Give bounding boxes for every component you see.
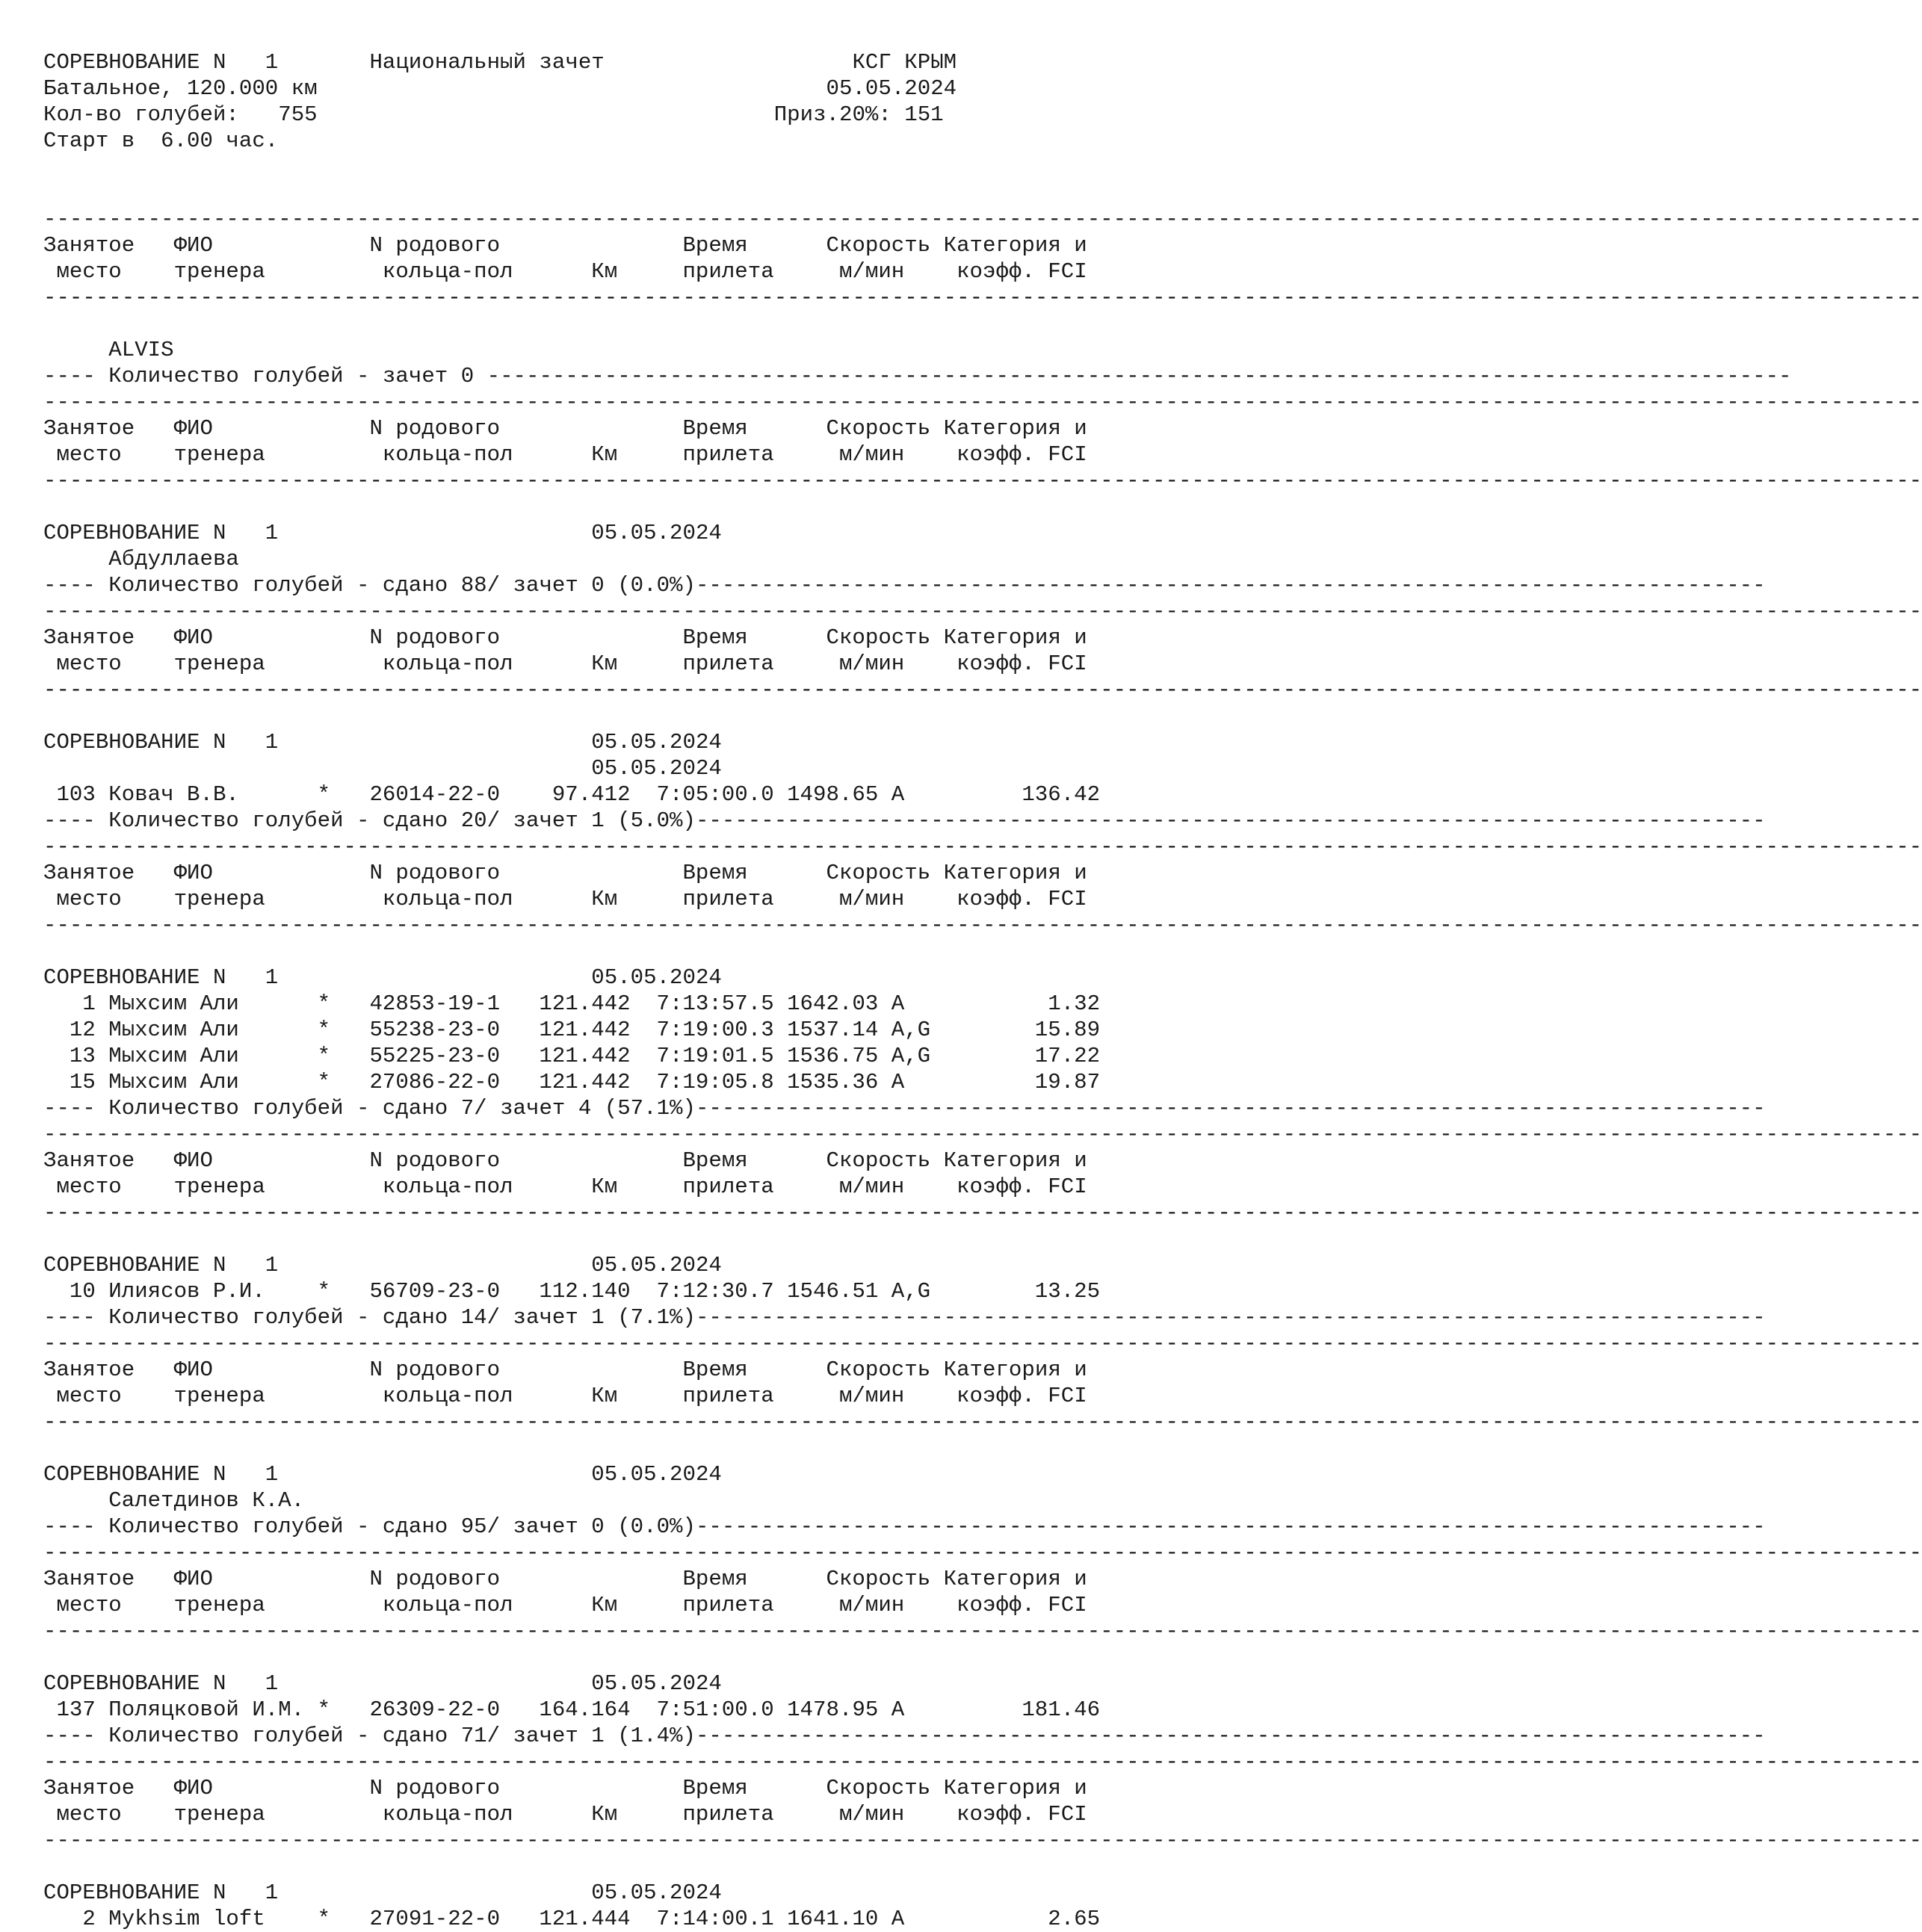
result-coef: 181.46 xyxy=(1022,1697,1101,1722)
result-row xyxy=(43,1017,1100,1043)
result-time: 7:14:00.1 xyxy=(656,1907,774,1931)
col-ring-label: кольца-пол xyxy=(382,1593,513,1617)
col-place-label: Занятое xyxy=(43,625,135,650)
col-cat-label: коэфф. FCI xyxy=(957,1384,1087,1408)
col-km-label: Км xyxy=(591,651,618,676)
separator-line: ------------------------------------------------------------------------------------------------------------------------------------------------ xyxy=(43,835,1922,859)
section-competition-title: СОРЕВНОВАНИЕ N 1 xyxy=(43,730,279,755)
result-fancier: Ковач В.В. xyxy=(108,782,239,807)
col-time-label: Время xyxy=(682,1357,748,1382)
col-speed-label: м/мин xyxy=(838,1802,905,1827)
col-km-label: Км xyxy=(591,1802,618,1827)
col-km-label: Км xyxy=(591,1174,618,1199)
result-ring: 55238-23-0 xyxy=(369,1018,501,1042)
col-time-label: Время xyxy=(682,1567,748,1591)
col-ring-label: N родового xyxy=(369,1567,501,1591)
col-km-label: Км xyxy=(591,442,618,467)
result-km: 121.442 xyxy=(539,991,631,1016)
col-place-label: место xyxy=(56,1593,122,1617)
col-place-label: место xyxy=(56,651,122,676)
result-ring: 26014-22-0 xyxy=(369,782,501,807)
result-category: A xyxy=(891,1070,905,1095)
result-km: 112.140 xyxy=(539,1279,631,1304)
col-cat-label: коэфф. FCI xyxy=(957,1593,1087,1617)
col-fio-label: тренера xyxy=(173,1174,265,1199)
column-header-line-1 xyxy=(43,415,1100,442)
column-header-line-2 xyxy=(43,1592,1100,1618)
result-time: 7:51:00.0 xyxy=(656,1697,774,1722)
col-ring-label: N родового xyxy=(369,625,501,650)
col-ring-label: кольца-пол xyxy=(382,1384,513,1408)
separator-line: ------------------------------------------------------------------------------------------------------------------------------------------------ xyxy=(43,468,1922,493)
blank-line xyxy=(43,154,1100,180)
col-ring-label: N родового xyxy=(369,233,501,258)
separator-line: ------------------------------------------------------------------------------------------------------------------------------------------------ xyxy=(43,1331,1922,1356)
birds-count: 755 xyxy=(278,102,318,127)
result-row xyxy=(43,1697,1100,1723)
col-fio-label: ФИО xyxy=(173,1567,213,1591)
result-time: 7:19:00.3 xyxy=(656,1018,774,1042)
col-ring-label: N родового xyxy=(369,861,501,885)
col-place-label: место xyxy=(56,1384,122,1408)
col-cat-label: Категория и xyxy=(943,1357,1087,1382)
col-speed-label: Скорость xyxy=(826,233,931,258)
blank-line xyxy=(43,1644,1100,1671)
section-competition-title: СОРЕВНОВАНИЕ N 1 xyxy=(43,521,279,545)
blank-line xyxy=(43,1854,1100,1880)
zachet-type: Национальный зачет xyxy=(369,50,605,75)
col-time-label: прилета xyxy=(682,1174,774,1199)
col-place-label: место xyxy=(56,442,122,467)
column-header-line-2 xyxy=(43,651,1100,677)
result-coef: 2.65 xyxy=(1048,1907,1101,1931)
col-speed-label: м/мин xyxy=(838,1174,905,1199)
section-date-2: 05.05.2024 xyxy=(591,756,722,781)
col-fio-label: тренера xyxy=(173,442,265,467)
col-ring-label: N родового xyxy=(369,1148,501,1173)
result-mark: * xyxy=(317,1907,331,1931)
blank-line xyxy=(43,311,1100,337)
result-row xyxy=(43,1043,1100,1069)
result-speed: 1537.14 xyxy=(787,1018,879,1042)
result-coef: 17.22 xyxy=(1034,1044,1101,1068)
competition-date: 05.05.2024 xyxy=(826,76,957,101)
col-speed-label: Скорость xyxy=(826,1567,931,1591)
result-km: 121.442 xyxy=(539,1070,631,1095)
col-ring-label: N родового xyxy=(369,1357,501,1382)
col-place-label: Занятое xyxy=(43,1148,135,1173)
section-competition-line xyxy=(43,1671,1100,1697)
result-ring: 42853-19-1 xyxy=(369,991,501,1016)
result-mark: * xyxy=(317,1018,331,1042)
blank-line xyxy=(43,703,1100,729)
result-speed: 1642.03 xyxy=(787,991,879,1016)
result-speed: 1478.95 xyxy=(787,1697,879,1722)
result-place: 1 xyxy=(82,991,96,1016)
result-speed: 1498.65 xyxy=(787,782,879,807)
col-speed-label: м/мин xyxy=(838,442,905,467)
result-coef: 13.25 xyxy=(1034,1279,1101,1304)
col-fio-label: ФИО xyxy=(173,233,213,258)
separator-line: ------------------------------------------------------------------------------------------------------------------------------------------------ xyxy=(43,1619,1922,1644)
col-ring-label: кольца-пол xyxy=(382,1802,513,1827)
blank-line xyxy=(43,1435,1100,1461)
col-cat-label: коэфф. FCI xyxy=(957,887,1087,911)
result-coef: 15.89 xyxy=(1034,1018,1101,1042)
column-header-line-1 xyxy=(43,1357,1100,1383)
section-competition-line xyxy=(43,729,1100,755)
fancier-name: Абдуллаева xyxy=(108,547,239,572)
result-time: 7:12:30.7 xyxy=(656,1279,774,1304)
col-fio-label: ФИО xyxy=(173,861,213,885)
section-summary-line: ---- Количество голубей - сдано 95/ зачет 0 (0.0%)---------------------------------------------------------------------------------- xyxy=(43,1514,1766,1539)
col-fio-label: тренера xyxy=(173,1802,265,1827)
separator-line: ------------------------------------------------------------------------------------------------------------------------------------------------ xyxy=(43,1541,1922,1565)
col-cat-label: Категория и xyxy=(943,625,1087,650)
section-date: 05.05.2024 xyxy=(591,730,722,755)
result-mark: * xyxy=(317,1279,331,1304)
result-speed: 1536.75 xyxy=(787,1044,879,1068)
col-place-label: место xyxy=(56,887,122,911)
col-ring-label: N родового xyxy=(369,1776,501,1801)
result-coef: 19.87 xyxy=(1034,1070,1101,1095)
result-time: 7:05:00.0 xyxy=(656,782,774,807)
separator-line: ------------------------------------------------------------------------------------------------------------------------------------------------ xyxy=(43,599,1922,624)
column-header-line-2 xyxy=(43,1174,1100,1200)
section-summary-line: ---- Количество голубей - зачет 0 ---------------------------------------------------------------------------------------------------- xyxy=(43,364,1792,388)
blank-line xyxy=(43,1226,1100,1252)
section-date: 05.05.2024 xyxy=(591,965,722,990)
col-speed-label: м/мин xyxy=(838,259,905,284)
result-place: 103 xyxy=(56,782,96,807)
col-speed-label: м/мин xyxy=(838,887,905,911)
separator-line: ------------------------------------------------------------------------------------------------------------------------------------------------ xyxy=(43,390,1922,415)
result-category: A xyxy=(891,1907,905,1931)
blank-line xyxy=(43,938,1100,965)
result-category: A xyxy=(891,782,905,807)
section-date: 05.05.2024 xyxy=(591,1880,722,1905)
result-row xyxy=(43,1069,1100,1095)
col-place-label: Занятое xyxy=(43,1776,135,1801)
result-category: A,G xyxy=(891,1279,931,1304)
result-category: A,G xyxy=(891,1018,931,1042)
separator-line: ------------------------------------------------------------------------------------------------------------------------------------------------ xyxy=(43,1122,1922,1147)
col-time-label: Время xyxy=(682,861,748,885)
col-fio-label: тренера xyxy=(173,259,265,284)
section-summary-line: ---- Количество голубей - сдано 71/ зачет 1 (1.4%)---------------------------------------------------------------------------------- xyxy=(43,1724,1766,1748)
col-time-label: Время xyxy=(682,1148,748,1173)
doc-header-line-1 xyxy=(43,49,1100,75)
section-date: 05.05.2024 xyxy=(591,1462,722,1487)
col-time-label: Время xyxy=(682,625,748,650)
separator-line: ------------------------------------------------------------------------------------------------------------------------------------------------ xyxy=(43,1201,1922,1225)
result-place: 13 xyxy=(69,1044,96,1068)
result-fancier: Илиясов Р.И. xyxy=(108,1279,265,1304)
result-category: A xyxy=(891,991,905,1016)
column-header-line-2 xyxy=(43,1383,1100,1409)
fancier-name-line xyxy=(43,546,1100,572)
section-competition-title: СОРЕВНОВАНИЕ N 1 xyxy=(43,1880,279,1905)
col-ring-label: кольца-пол xyxy=(382,887,513,911)
col-place-label: Занятое xyxy=(43,416,135,441)
result-speed: 1546.51 xyxy=(787,1279,879,1304)
col-km-label: Км xyxy=(591,887,618,911)
col-time-label: Время xyxy=(682,1776,748,1801)
separator-line: ------------------------------------------------------------------------------------------------------------------------------------------------ xyxy=(43,207,1922,232)
col-cat-label: коэфф. FCI xyxy=(957,1174,1087,1199)
column-header-line-1 xyxy=(43,232,1100,258)
result-place: 137 xyxy=(56,1697,96,1722)
col-time-label: прилета xyxy=(682,1802,774,1827)
separator-line: ------------------------------------------------------------------------------------------------------------------------------------------------ xyxy=(43,1750,1922,1774)
section-competition-title: СОРЕВНОВАНИЕ N 1 xyxy=(43,1671,279,1696)
result-mark: * xyxy=(317,1070,331,1095)
fancier-name-line xyxy=(43,1487,1100,1514)
col-cat-label: коэфф. FCI xyxy=(957,442,1087,467)
col-place-label: место xyxy=(56,259,122,284)
blank-line xyxy=(43,494,1100,520)
result-coef: 136.42 xyxy=(1022,782,1101,807)
fancier-name: Салетдинов К.А. xyxy=(108,1488,305,1513)
result-ring: 26309-22-0 xyxy=(369,1697,501,1722)
col-place-label: место xyxy=(56,1174,122,1199)
result-fancier: Мыхсим Али xyxy=(108,1070,239,1095)
col-cat-label: Категория и xyxy=(943,416,1087,441)
col-fio-label: тренера xyxy=(173,1593,265,1617)
col-speed-label: Скорость xyxy=(826,1148,931,1173)
col-time-label: прилета xyxy=(682,1384,774,1408)
col-place-label: Занятое xyxy=(43,1567,135,1591)
column-header-line-1 xyxy=(43,1775,1100,1801)
result-coef: 1.32 xyxy=(1048,991,1101,1016)
result-km: 121.442 xyxy=(539,1018,631,1042)
section-competition-title: СОРЕВНОВАНИЕ N 1 xyxy=(43,1462,279,1487)
section-date: 05.05.2024 xyxy=(591,1253,722,1278)
col-speed-label: м/мин xyxy=(838,1384,905,1408)
result-time: 7:19:01.5 xyxy=(656,1044,774,1068)
section-competition-line xyxy=(43,1880,1100,1906)
result-place: 15 xyxy=(69,1070,96,1095)
col-cat-label: коэфф. FCI xyxy=(957,1802,1087,1827)
column-header-line-2 xyxy=(43,1801,1100,1827)
birds-count-label: Кол-во голубей: xyxy=(43,102,239,127)
result-km: 97.412 xyxy=(551,782,631,807)
result-time: 7:19:05.8 xyxy=(656,1070,774,1095)
col-time-label: Время xyxy=(682,233,748,258)
separator-line: ------------------------------------------------------------------------------------------------------------------------------------------------ xyxy=(43,285,1922,310)
separator-line: ------------------------------------------------------------------------------------------------------------------------------------------------ xyxy=(43,678,1922,702)
result-row xyxy=(43,781,1100,808)
col-ring-label: кольца-пол xyxy=(382,259,513,284)
col-cat-label: Категория и xyxy=(943,1148,1087,1173)
col-km-label: Км xyxy=(591,1384,618,1408)
result-fancier: Мыхсим Али xyxy=(108,1044,239,1068)
col-fio-label: ФИО xyxy=(173,1148,213,1173)
result-ring: 27086-22-0 xyxy=(369,1070,501,1095)
result-place: 2 xyxy=(82,1907,96,1931)
section-date: 05.05.2024 xyxy=(591,521,722,545)
result-ring: 56709-23-0 xyxy=(369,1279,501,1304)
section-date-line xyxy=(43,755,1100,781)
result-speed: 1641.10 xyxy=(787,1907,879,1931)
col-fio-label: ФИО xyxy=(173,1357,213,1382)
col-fio-label: тренера xyxy=(173,651,265,676)
col-time-label: прилета xyxy=(682,887,774,911)
doc-header-line-3 xyxy=(43,102,1100,128)
result-km: 164.164 xyxy=(539,1697,631,1722)
section-summary-line: ---- Количество голубей - сдано 20/ зачет 1 (5.0%)---------------------------------------------------------------------------------- xyxy=(43,808,1766,833)
result-row xyxy=(43,991,1100,1017)
blank-line xyxy=(43,180,1100,206)
section-competition-title: СОРЕВНОВАНИЕ N 1 xyxy=(43,965,279,990)
result-time: 7:13:57.5 xyxy=(656,991,774,1016)
col-cat-label: коэфф. FCI xyxy=(957,651,1087,676)
col-cat-label: Категория и xyxy=(943,233,1087,258)
col-fio-label: ФИО xyxy=(173,416,213,441)
organization: КСГ КРЫМ xyxy=(852,50,957,75)
col-speed-label: Скорость xyxy=(826,416,931,441)
col-km-label: Км xyxy=(591,259,618,284)
section-competition-line xyxy=(43,520,1100,546)
column-header-line-1 xyxy=(43,1148,1100,1174)
column-header-line-2 xyxy=(43,442,1100,468)
result-km: 121.444 xyxy=(539,1907,631,1931)
result-category: A xyxy=(891,1697,905,1722)
col-fio-label: ФИО xyxy=(173,1776,213,1801)
column-header-line-1 xyxy=(43,625,1100,651)
separator-line: ------------------------------------------------------------------------------------------------------------------------------------------------ xyxy=(43,1828,1922,1853)
col-speed-label: Скорость xyxy=(826,625,931,650)
col-place-label: Занятое xyxy=(43,861,135,885)
section-summary-line: ---- Количество голубей - сдано 7/ зачет 4 (57.1%)---------------------------------------------------------------------------------- xyxy=(43,1096,1766,1121)
col-place-label: Занятое xyxy=(43,1357,135,1382)
col-fio-label: тренера xyxy=(173,1384,265,1408)
col-ring-label: кольца-пол xyxy=(382,442,513,467)
result-mark: * xyxy=(317,1044,331,1068)
section-summary-line: ---- Количество голубей - сдано 14/ зачет 1 (7.1%)---------------------------------------------------------------------------------- xyxy=(43,1305,1766,1330)
result-fancier: Мыхсим Али xyxy=(108,991,239,1016)
doc-header-line-4 xyxy=(43,128,1100,154)
col-fio-label: ФИО xyxy=(173,625,213,650)
col-cat-label: Категория и xyxy=(943,1567,1087,1591)
release-point: Батальное, 120.000 км xyxy=(43,76,318,101)
column-header-line-2 xyxy=(43,258,1100,285)
doc-header-line-2 xyxy=(43,75,1100,102)
column-header-line-2 xyxy=(43,886,1100,912)
result-mark: * xyxy=(317,1697,331,1722)
col-ring-label: N родового xyxy=(369,416,501,441)
result-mark: * xyxy=(317,782,331,807)
result-fancier: Поляцковой И.М. xyxy=(108,1697,305,1722)
separator-line: ------------------------------------------------------------------------------------------------------------------------------------------------ xyxy=(43,913,1922,938)
result-fancier: Мыхсим Али xyxy=(108,1018,239,1042)
section-competition-title: СОРЕВНОВАНИЕ N 1 xyxy=(43,1253,279,1278)
result-ring: 55225-23-0 xyxy=(369,1044,501,1068)
prize-label: Приз.20%: xyxy=(773,102,892,127)
result-km: 121.442 xyxy=(539,1044,631,1068)
section-competition-line xyxy=(43,1252,1100,1278)
competition-title: СОРЕВНОВАНИЕ N 1 xyxy=(43,50,279,75)
col-speed-label: Скорость xyxy=(826,1357,931,1382)
start-time: Старт в 6.00 час. xyxy=(43,129,279,153)
col-place-label: Занятое xyxy=(43,233,135,258)
result-mark: * xyxy=(317,991,331,1016)
col-place-label: место xyxy=(56,1802,122,1827)
col-speed-label: Скорость xyxy=(826,861,931,885)
result-place: 10 xyxy=(69,1279,96,1304)
col-time-label: прилета xyxy=(682,651,774,676)
col-time-label: прилета xyxy=(682,259,774,284)
result-category: A,G xyxy=(891,1044,931,1068)
section-competition-line xyxy=(43,965,1100,991)
result-place: 12 xyxy=(69,1018,96,1042)
column-header-line-1 xyxy=(43,860,1100,886)
fancier-name-line xyxy=(43,337,1100,363)
col-speed-label: м/мин xyxy=(838,1593,905,1617)
results-document xyxy=(43,49,1922,1932)
col-cat-label: Категория и xyxy=(943,861,1087,885)
result-speed: 1535.36 xyxy=(787,1070,879,1095)
result-row xyxy=(43,1278,1100,1304)
col-cat-label: коэфф. FCI xyxy=(957,259,1087,284)
col-speed-label: Скорость xyxy=(826,1776,931,1801)
col-fio-label: тренера xyxy=(173,887,265,911)
section-date: 05.05.2024 xyxy=(591,1671,722,1696)
section-summary-line: ---- Количество голубей - сдано 88/ зачет 0 (0.0%)---------------------------------------------------------------------------------- xyxy=(43,573,1766,598)
separator-line: ------------------------------------------------------------------------------------------------------------------------------------------------ xyxy=(43,1410,1922,1434)
col-time-label: Время xyxy=(682,416,748,441)
result-ring: 27091-22-0 xyxy=(369,1907,501,1931)
col-speed-label: м/мин xyxy=(838,651,905,676)
col-time-label: прилета xyxy=(682,442,774,467)
result-fancier: Mykhsim loft xyxy=(108,1907,265,1931)
fancier-name: ALVIS xyxy=(108,338,174,362)
col-ring-label: кольца-пол xyxy=(382,651,513,676)
col-km-label: Км xyxy=(591,1593,618,1617)
col-time-label: прилета xyxy=(682,1593,774,1617)
column-header-line-1 xyxy=(43,1566,1100,1592)
result-row xyxy=(43,1906,1100,1932)
section-competition-line xyxy=(43,1461,1100,1487)
col-cat-label: Категория и xyxy=(943,1776,1087,1801)
col-ring-label: кольца-пол xyxy=(382,1174,513,1199)
prize-count: 151 xyxy=(904,102,944,127)
